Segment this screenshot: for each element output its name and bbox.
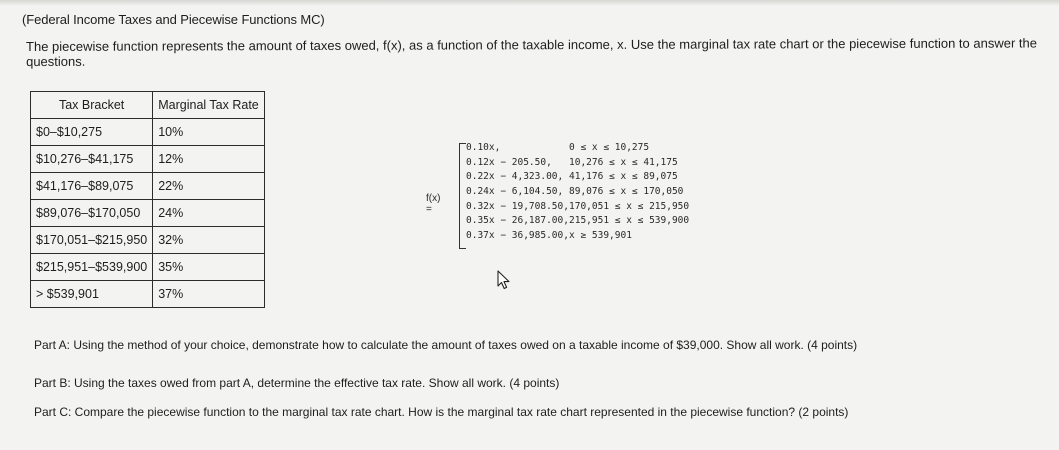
bracket-cell: $10,276–$41,175 xyxy=(31,146,153,173)
piecewise-condition: 89,076 ≤ x ≤ 170,050 xyxy=(569,186,684,198)
piecewise-rows xyxy=(466,142,726,245)
rate-cell: 37% xyxy=(153,281,265,308)
piecewise-expression: 0.24x − 6,104.50, xyxy=(466,186,564,198)
bracket-cell: $215,951–$539,900 xyxy=(31,254,153,281)
table-row xyxy=(31,119,265,146)
piecewise-expression: 0.22x − 4,323.00, xyxy=(466,171,564,183)
piecewise-row xyxy=(466,171,726,186)
piecewise-condition: 215,951 ≤ x ≤ 539,900 xyxy=(569,215,690,227)
piecewise-expression: 0.12x − 205.50, xyxy=(466,156,552,168)
rate-cell: 35% xyxy=(153,254,265,281)
piecewise-expression: 0.10x, xyxy=(466,142,501,153)
bracket-cell: $0–$10,275 xyxy=(31,119,153,146)
piecewise-condition: 0 ≤ x ≤ 10,275 xyxy=(569,142,650,153)
piecewise-row xyxy=(466,201,726,216)
part-c-question: Part C: Compare the piecewise function to the marginal tax rate chart. How is the marginal tax rate chart represented in the piecewise function? (2 points) xyxy=(34,405,849,419)
marginal-tax-rate-table xyxy=(30,91,265,308)
table-row xyxy=(31,281,265,308)
bracket-cell: $89,076–$170,050 xyxy=(31,200,153,227)
function-label: f(x) = xyxy=(426,193,441,215)
piecewise-condition: 170,051 ≤ x ≤ 215,950 xyxy=(569,200,690,212)
rate-cell: 24% xyxy=(153,200,265,227)
bracket-cell: > $539,901 xyxy=(31,281,153,308)
rate-cell: 12% xyxy=(153,146,265,173)
question-header: (Federal Income Taxes and Piecewise Functions MC) xyxy=(22,12,325,27)
table-header-tax-bracket: Tax Bracket xyxy=(31,92,153,119)
piecewise-row xyxy=(466,215,726,230)
piecewise-row xyxy=(466,230,726,245)
left-brace xyxy=(459,143,466,249)
table-row xyxy=(31,200,265,227)
part-a-question: Part A: Using the method of your choice, demonstrate how to calculate the amount of taxes owed on a taxable income of $39,000. Show all work. (4 points) xyxy=(34,338,858,352)
bracket-cell: $41,176–$89,075 xyxy=(31,173,153,200)
part-b-question: Part B: Using the taxes owed from part A, determine the effective tax rate. Show all work. (4 points) xyxy=(34,376,560,390)
piecewise-row xyxy=(466,186,726,201)
question-intro: The piecewise function represents the amount of taxes owed, f(x), as a function of the taxable income, x. Use the marginal tax rate chart or the piecewise function to answer the questions. xyxy=(26,35,1037,69)
piecewise-expression: 0.32x − 19,708.50, xyxy=(466,200,569,212)
piecewise-condition: 10,276 ≤ x ≤ 41,175 xyxy=(569,156,678,168)
rate-cell: 10% xyxy=(153,119,265,146)
piecewise-expression: 0.35x − 26,187.00, xyxy=(466,215,569,227)
rate-cell: 32% xyxy=(153,227,265,254)
top-edge xyxy=(0,0,1059,6)
table-row xyxy=(31,227,265,254)
table-row xyxy=(31,146,265,173)
rate-cell: 22% xyxy=(153,173,265,200)
piecewise-row xyxy=(466,157,726,172)
piecewise-expression: 0.37x − 36,985.00, xyxy=(466,230,569,242)
table-row xyxy=(31,173,265,200)
table-header-row xyxy=(31,92,265,119)
piecewise-condition: x ≥ 539,901 xyxy=(569,230,632,242)
table-row xyxy=(31,254,265,281)
piecewise-row xyxy=(466,142,726,157)
bracket-cell: $170,051–$215,950 xyxy=(31,227,153,254)
table-header-marginal-rate: Marginal Tax Rate xyxy=(153,92,265,119)
mouse-pointer-icon xyxy=(497,270,511,290)
piecewise-condition: 41,176 ≤ x ≤ 89,075 xyxy=(569,171,678,183)
